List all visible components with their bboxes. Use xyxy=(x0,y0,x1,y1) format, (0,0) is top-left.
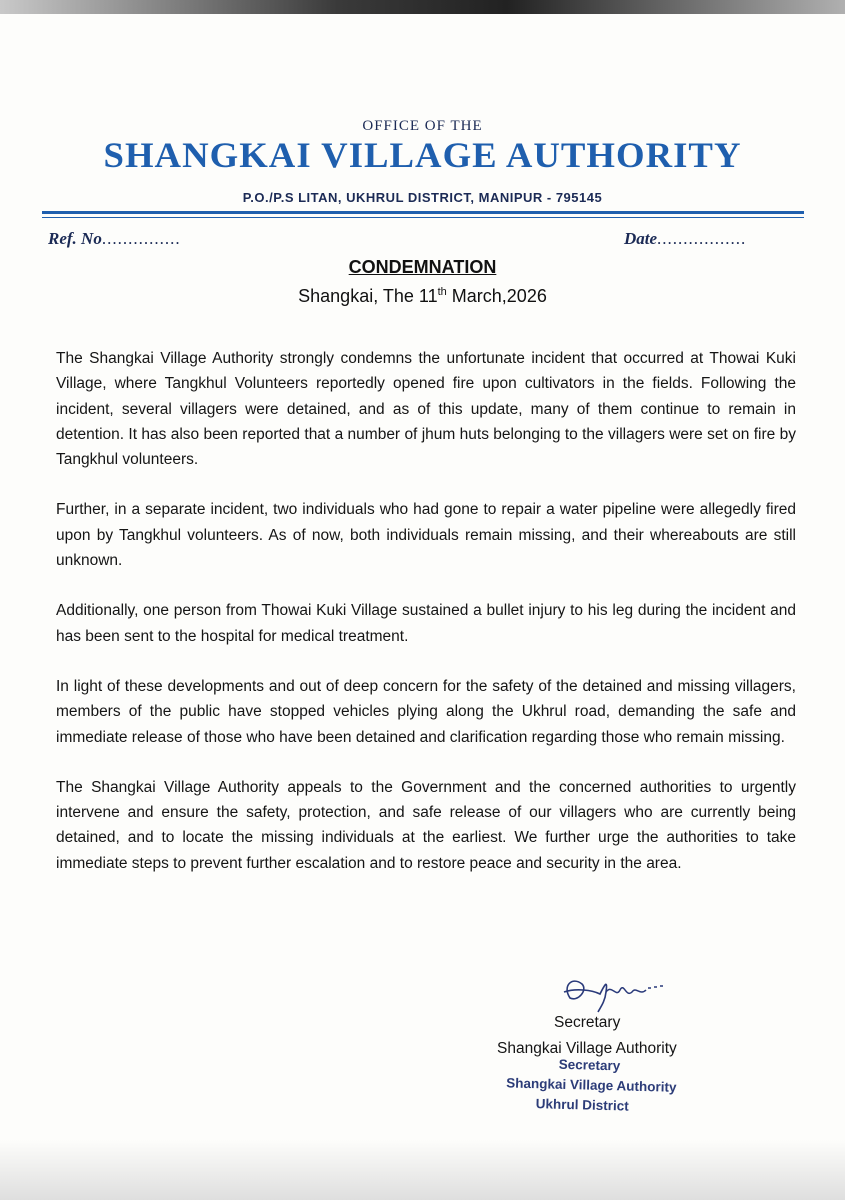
date-dots: ................. xyxy=(657,229,747,248)
signatory-title: Secretary xyxy=(554,1014,621,1031)
body-paragraph: In light of these developments and out of deep concern for the safety of the detained and missing villagers, members of the public have stopped vehicles plying along the Ukhrul road, demanding the safe and immediate release of those who have been detained and clarification regarding those who remain missing. xyxy=(56,677,796,746)
stamp-line-district: Ukhrul District xyxy=(535,1096,629,1114)
dateline-prefix: Shangkai, The 11 xyxy=(298,286,438,306)
document-dateline xyxy=(0,286,845,307)
body-paragraph: Additionally, one person from Thowai Kuki Village sustained a bullet injury to his leg during the incident and has been sent to the hospital for medical treatment. xyxy=(56,602,796,645)
letterhead-divider xyxy=(42,211,804,214)
stamp-line-organization: Shangkai Village Authority xyxy=(506,1075,677,1095)
document-body xyxy=(56,346,796,901)
reference-number-field xyxy=(48,229,181,249)
official-stamp xyxy=(505,1055,707,1130)
ref-dots: ............... xyxy=(101,229,181,248)
dateline-ordinal: th xyxy=(437,286,447,298)
dateline-suffix: March,2026 xyxy=(446,286,547,306)
letterhead-address: P.O./P.S LITAN, UKHRUL DISTRICT, MANIPUR - 795145 xyxy=(242,190,603,205)
scan-top-edge xyxy=(0,0,845,14)
body-paragraph: The Shangkai Village Authority strongly condemns the unfortunate incident that occurred at Thowai Kuki Village, where Tangkhul Volunteers reportedly opened fire upon cultivators in the fields. Following the incident, several villagers were detained, and as of this update, many of them continue to remain in detention. It has also been reported that a number of jhum huts belonging to the villagers were set on fire by Tangkhul volunteers. xyxy=(56,350,796,469)
letterhead-office-of: OFFICE OF THE xyxy=(362,118,483,134)
letterhead-divider-thin xyxy=(42,217,804,218)
body-paragraph: The Shangkai Village Authority appeals to the Government and the concerned authorities to urgently intervene and ensure the safety, protection, and safe release of our villagers who are currently being detained, and to locate the missing individuals at the earliest. We further urge the authorities to take immediate steps to prevent further escalation and to restore peace and security in the area. xyxy=(56,778,796,872)
date-field xyxy=(624,229,746,249)
body-paragraph: Further, in a separate incident, two individuals who had gone to repair a water pipeline were allegedly fired upon by Tangkhul volunteers. As of now, both individuals remain missing, and their whereabouts are still unknown. xyxy=(56,501,796,570)
handwritten-signature xyxy=(556,968,666,1016)
document-title: CONDEMNATION xyxy=(348,257,497,277)
ref-label: Ref. No xyxy=(48,229,102,248)
date-label: Date xyxy=(624,229,658,248)
stamp-line-title: Secretary xyxy=(558,1056,621,1074)
scan-bottom-shadow xyxy=(0,1140,845,1200)
letterhead-authority-name: SHANGKAI VILLAGE AUTHORITY xyxy=(103,135,742,175)
signatory-organization: Shangkai Village Authority xyxy=(497,1040,677,1057)
